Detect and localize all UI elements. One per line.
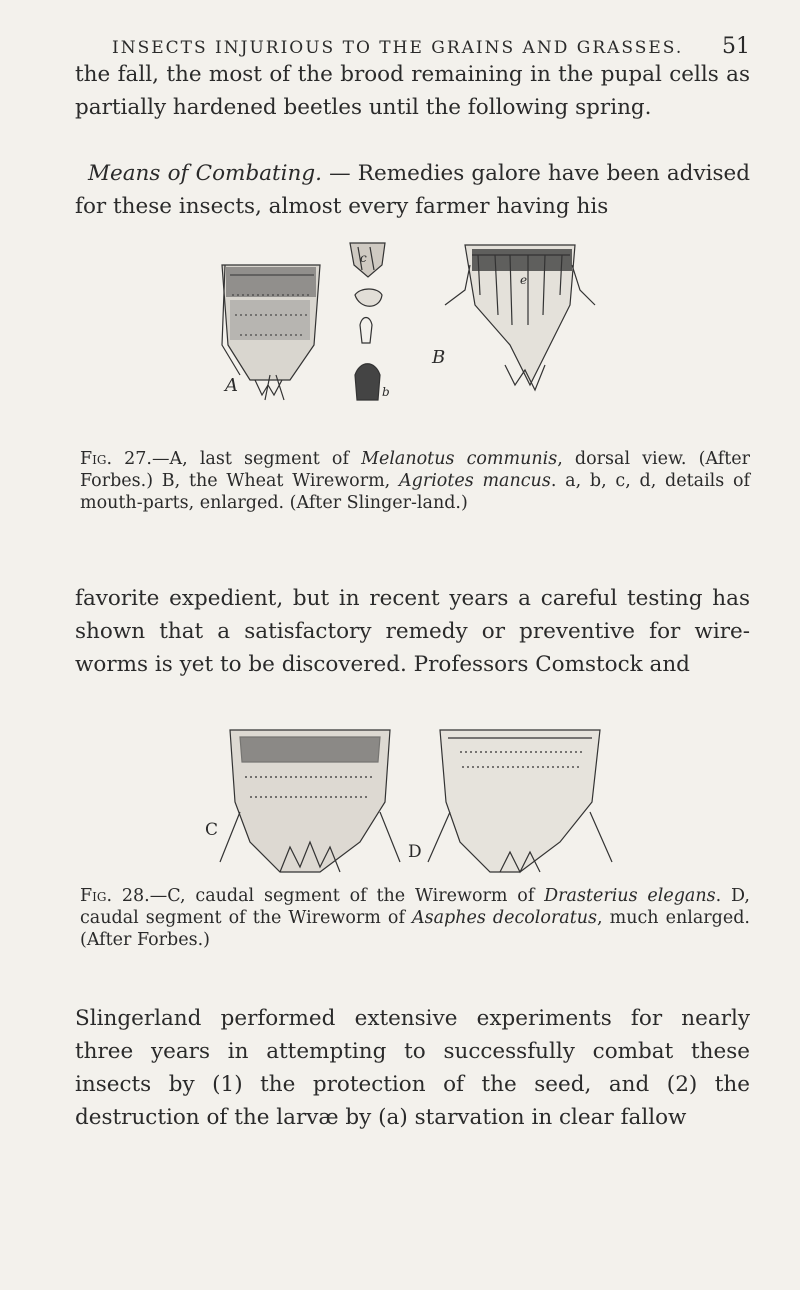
section-heading: Means of Combating. [88,161,322,186]
figure-28-caption-fig: Fig. 28. [80,886,150,906]
figure-27-label-b: B [432,347,446,368]
figure-28-caption-t1: —C, caudal segment of the Wireworm of [149,886,545,906]
figure-28-caption [80,885,750,951]
paragraph-3 [75,582,750,681]
figure-28-label-d: D [408,842,422,862]
figure-27-caption-t3: . a, b, c, d, details of mouth-parts, enlarged. (After Slinger-land.) [80,471,751,513]
figure-27-caption [80,448,750,514]
segment-c-drawing [220,730,400,872]
figure-27-caption-t2: , dorsal view. (After Forbes.) B, the Wheat Wireworm, [80,449,750,491]
figure-27-caption-t1: —A, last segment of [152,449,362,469]
figure-28-caption-t2: . D, caudal segment of the Wireworm of [80,886,750,928]
paragraph-4 [75,1002,750,1134]
figure-27-label-b-small: b [382,385,390,399]
mouth-parts-drawing [350,243,385,400]
paragraph-2 [75,157,750,223]
figure-27 [210,235,610,420]
figure-28-caption-t3: , much enlarged. (After Forbes.) [80,908,750,950]
figure-28-caption-species2: Asaphes decoloratus [412,908,598,928]
segment-b-drawing [445,245,595,390]
page-number: 51 [722,34,750,59]
paragraph-1 [75,58,750,157]
figure-27-label-c-small: c [360,251,367,265]
paragraph-2-text: — Remedies galore have been advised for these insects, almost every farmer having his [75,161,750,219]
figure-28 [200,722,620,882]
paragraph-3-text: favorite expedient, but in recent years a careful testing has shown that a satisfactory remedy or preventive for wire-worms is yet to be discovered. Professors Comstock and [75,586,750,677]
figure-27-caption-fig: Fig. 27. [80,449,152,469]
paragraph-1-text: the fall, the most of the brood remaining in the pupal cells as partially hardened beetles until the following spring. [75,62,750,120]
figure-27-label-e-small: e [520,273,528,287]
figure-28-caption-species1: Drasterius elegans [544,886,716,906]
figure-28-label-c: C [205,820,219,840]
paragraph-4-text: Slingerland performed extensive experiments for nearly three years in attempting to successfully combat these insects by (1) the protection of the seed, and (2) the destruction of the larvæ by (a) starvation in clear fallow [75,1006,750,1130]
segment-d-drawing [428,730,612,872]
figure-27-label-a: A [225,375,238,396]
running-title: INSECTS INJURIOUS TO THE GRAINS AND GRASSES. [112,38,684,58]
figure-27-caption-species2: Agriotes mancus [399,471,551,491]
figure-27-illustration [210,235,610,420]
figure-27-caption-species1: Melanotus communis [361,449,558,469]
